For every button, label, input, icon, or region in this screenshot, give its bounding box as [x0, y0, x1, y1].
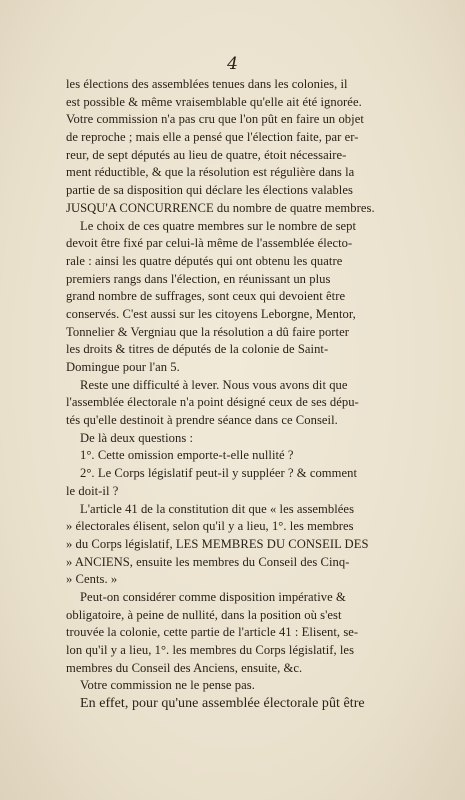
text-line: » du Corps législatif, LES MEMBRES DU CONSEIL DES	[66, 536, 369, 551]
text-line: » électorales élisent, selon qu'il y a lieu, 1°. les membres	[66, 519, 354, 534]
text-line: lon qu'il y a lieu, 1°. les membres du Corps législatif, les	[66, 643, 355, 657]
text-line: l'assemblée électorale n'a point désigné ceux de ses dépu-	[66, 395, 359, 410]
text-line: trouvée la colonie, cette partie de l'article 41 : Elisent, se-	[66, 625, 359, 640]
text-line: obligatoire, à peine de nullité, dans la position où s'est	[66, 607, 342, 622]
text-line: les élections des assemblées tenues dans les colonies, il	[66, 77, 348, 91]
text-line: Votre commission ne le pense pas.	[80, 678, 255, 693]
text-line: JUSQU'A CONCURRENCE du nombre de quatre membres.	[66, 200, 375, 215]
text-line: En effet, pour qu'une assemblée électorale pût être	[80, 696, 365, 712]
text-line: Le choix de ces quatre membres sur le nombre de sept	[80, 218, 357, 233]
text-line: de reproche ; mais elle a pensé que l'élection faite, par er-	[66, 130, 359, 145]
text-line: Domingue pour l'an 5.	[66, 360, 180, 374]
text-line: De là deux questions :	[80, 430, 194, 445]
text-line: premiers rangs dans l'élection, en réunissant un plus	[66, 271, 331, 286]
text-line: devoit être fixé par celui-là même de l'assemblée électo-	[66, 236, 353, 251]
text-line: L'article 41 de la constitution dit que « les assemblées	[80, 501, 355, 516]
text-line: tés qu'elle destinoit à prendre séance dans ce Conseil.	[66, 413, 338, 428]
page-number: 4	[227, 54, 238, 74]
text-line: reur, de sept députés au lieu de quatre, étoit nécessaire-	[66, 147, 347, 162]
text-line: est possible & même vraisemblable qu'elle ait été ignorée.	[66, 94, 362, 109]
text-line: Peut-on considérer comme disposition impérative &	[80, 589, 346, 604]
text-line: » Cents. »	[66, 572, 118, 587]
body-text	[66, 76, 442, 713]
text-line: » ANCIENS, ensuite les membres du Conseil des Cinq-	[66, 554, 350, 569]
text-line: ment réductible, & que la résolution est régulière dans la	[66, 165, 355, 180]
text-line: conservés. C'est aussi sur les citoyens Leborgne, Mentor,	[66, 306, 356, 321]
text-line: le doit-il ?	[66, 483, 119, 498]
text-line: partie de sa disposition qui déclare les élections valables	[66, 183, 353, 198]
text-line: Reste une difficulté à lever. Nous vous avons dit que	[80, 377, 348, 392]
text-line: les droits & titres de députés de la colonie de Saint-	[66, 342, 329, 357]
text-line: membres du Conseil des Anciens, ensuite, &c.	[66, 660, 303, 675]
text-line: 2°. Le Corps législatif peut-il y suppléer ? & comment	[80, 466, 358, 481]
text-line: Votre commission n'a pas cru que l'on pût en faire un objet	[66, 112, 364, 127]
text-line: 1°. Cette omission emporte-t-elle nullité ?	[80, 448, 294, 463]
text-line: grand nombre de suffrages, sont ceux qui devoient être	[66, 289, 346, 304]
text-line: Tonnelier & Vergniau que la résolution a dû faire porter	[66, 324, 349, 339]
text-line: rale : ainsi les quatre députés qui ont obtenu les quatre	[66, 253, 343, 268]
